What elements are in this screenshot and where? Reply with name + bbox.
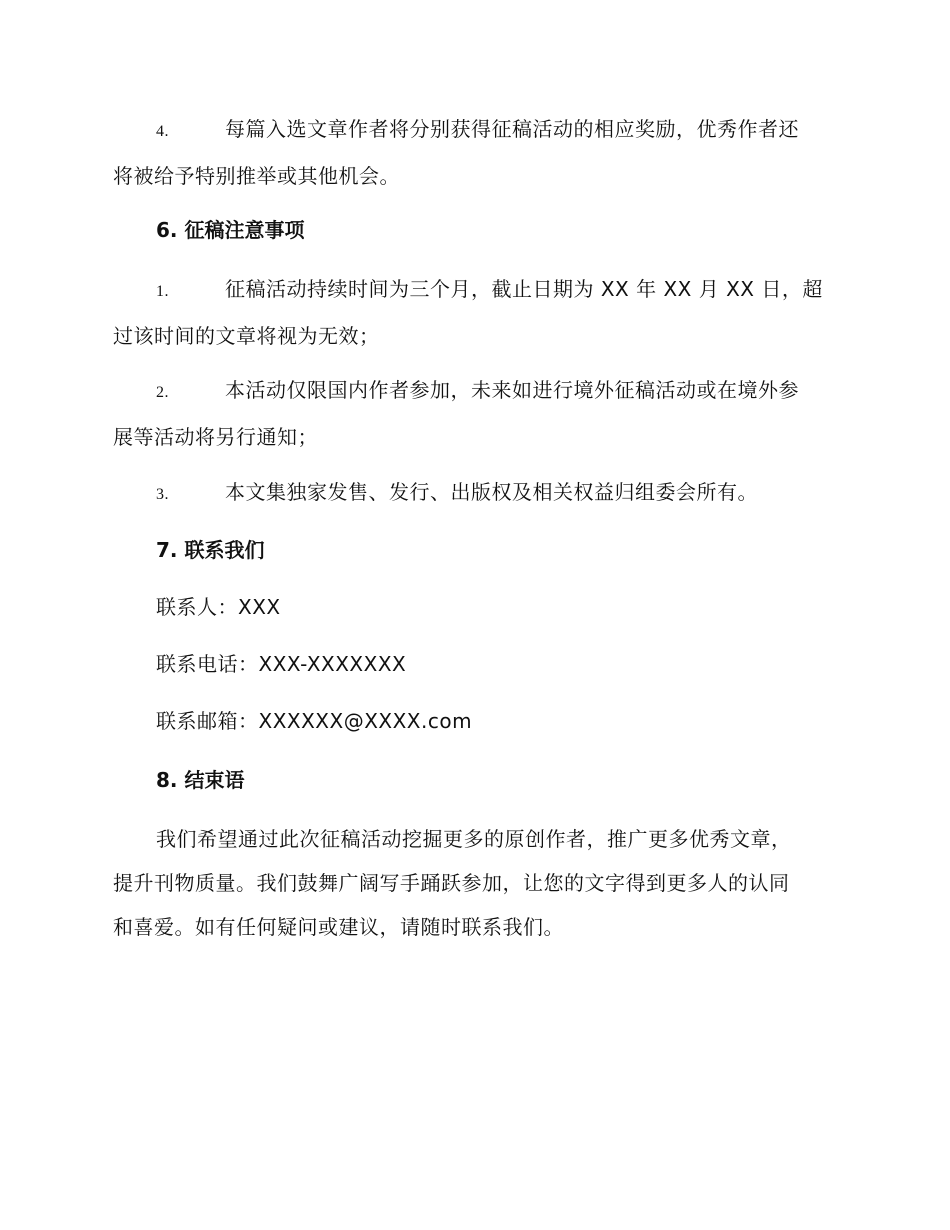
contact-email: 联系邮箱：XXXXXX@XXXX.com bbox=[156, 709, 473, 733]
list-item-text-line1: 本活动仅限国内作者参加，未来如进行境外征稿活动或在境外参 bbox=[225, 378, 799, 402]
closing-paragraph-line2: 提升刊物质量。我们鼓舞广阔写手踊跃参加，让您的文字得到更多人的认同 bbox=[113, 871, 790, 895]
list-item-text-line2: 展等活动将另行通知； bbox=[113, 425, 318, 449]
list-number: 4. bbox=[156, 123, 169, 140]
list-item-4 bbox=[113, 107, 835, 198]
closing-paragraph-line3: 和喜爱。如有任何疑问或建议，请随时联系我们。 bbox=[113, 915, 564, 939]
contact-phone: 联系电话：XXX-XXXXXXX bbox=[156, 652, 407, 676]
list-item-text-line2: 将被给予特别推举或其他机会。 bbox=[113, 164, 400, 188]
closing-paragraph bbox=[113, 817, 835, 949]
list-number: 3. bbox=[156, 486, 169, 503]
list-item-3 bbox=[113, 470, 835, 517]
list-item-2 bbox=[113, 368, 835, 459]
list-number: 1. bbox=[156, 283, 169, 300]
list-item-text-line1: 征稿活动持续时间为三个月，截止日期为 XX 年 XX 月 XX 日，超 bbox=[225, 277, 823, 301]
list-item-1 bbox=[113, 267, 835, 358]
list-number: 2. bbox=[156, 384, 169, 401]
section-heading-7: 7. 联系我们 bbox=[156, 538, 265, 562]
closing-paragraph-line1: 我们希望通过此次征稿活动挖掘更多的原创作者，推广更多优秀文章， bbox=[156, 827, 792, 851]
list-item-text-line2: 过该时间的文章将视为无效； bbox=[113, 324, 380, 348]
list-item-text-line1: 本文集独家发售、发行、出版权及相关权益归组委会所有。 bbox=[225, 480, 758, 504]
list-item-text-line1: 每篇入选文章作者将分别获得征稿活动的相应奖励，优秀作者还 bbox=[225, 117, 799, 141]
section-heading-8: 8. 结束语 bbox=[156, 768, 245, 792]
section-heading-6: 6. 征稿注意事项 bbox=[156, 218, 305, 242]
contact-person: 联系人：XXX bbox=[156, 595, 281, 619]
